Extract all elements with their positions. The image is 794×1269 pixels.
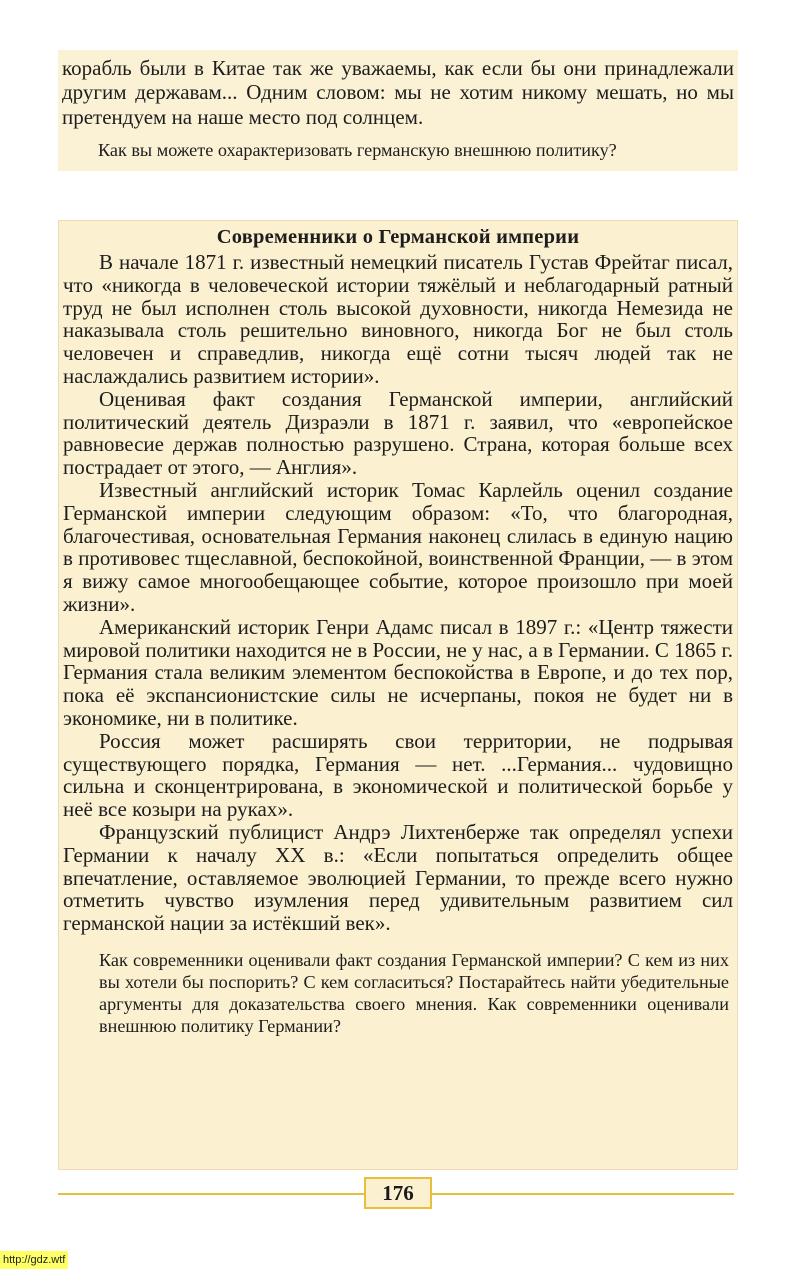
paragraph-disraeli: Оценивая факт создания Германской империи, английский политический деятель Дизраэли в 1871 г. заявил, что «европейское равновесие держав полностью разрушено. Страна, которая больше всех пострадает от этого, — Англия». xyxy=(63,386,733,480)
footer-rule-left xyxy=(58,1193,364,1195)
box-question: Как современники оценивали факт создания Германской империи? С кем из них вы хотели бы поспорить? С кем согласиться? Постарайтесь найти убедительные аргументы для доказательства своего мнения. Как современники оценивали внешнюю политику Германии? xyxy=(99,949,729,1036)
paragraph-freytag: В начале 1871 г. известный немецкий писатель Густав Фрейтаг писал, что «никогда в человеческой истории тяжёлый и неблагодарный ратный труд не был исполнен столь высокой духовности, никогда Немезида не наказывала столь решительно виновного, никогда Бог не был столь человечен и справедлив, никогда ещё сотни тысяч людей так не наслаждались развитием истории». xyxy=(63,250,733,388)
paragraph-adams-continued: Россия может расширять свои территории, не подрывая существующего порядка, Германия — нет. ...Германия... чудовищно сильна и сконцентрирована, в экономической и политической борьбе у неё все козыри на руках». xyxy=(63,728,733,822)
box-title: Современники о Германской империи xyxy=(216,226,580,248)
contemporaries-box xyxy=(58,220,738,1170)
paragraph-adams: Американский историк Генри Адамс писал в 1897 г.: «Центр тяжести мировой политики находится не в России, не у нас, а в Германии. С 1865 г. Германия стала великим элементом беспокойства в Европе, и до тех пор, пока её экспансионистские силы не исчерпаны, покоя не будет ни в экономике, ни в политике. xyxy=(63,614,733,730)
watermark-link[interactable]: http://gdz.wtf xyxy=(0,1251,68,1269)
footer-rule-right xyxy=(432,1193,734,1195)
paragraph-lichtenberger: Французский публицист Андрэ Лихтенберже так определял успехи Германии к началу XX в.: «Если попытаться определить общее впечатление, оставляемое эволюцией Германии, то прежде всего нужно отметить чувство изумления перед удивительным развитием сил германской нации за истёкший век». xyxy=(63,819,733,936)
page-number: 176 xyxy=(364,1177,432,1209)
intro-excerpt-text: корабль были в Китае так же уважаемы, как если бы они принадлежали другим державам... Одним словом: мы не хотим никому мешать, но мы претендуем на наше место под солнцем. xyxy=(62,56,734,129)
paragraph-carlyle: Известный английский историк Томас Карлейль оценил создание Германской империи следующим образом: «То, что благородная, благочестивая, основательная Германия наконец слилась в единую нацию в противовес тщеславной, беспокойной, воинственной Франции, — в этом я вижу самое многообещающее событие, которое произошло при моей жизни». xyxy=(63,477,733,616)
intro-excerpt-block xyxy=(58,50,738,171)
intro-question: Как вы можете охарактеризовать германскую внешнюю политику? xyxy=(98,140,617,161)
